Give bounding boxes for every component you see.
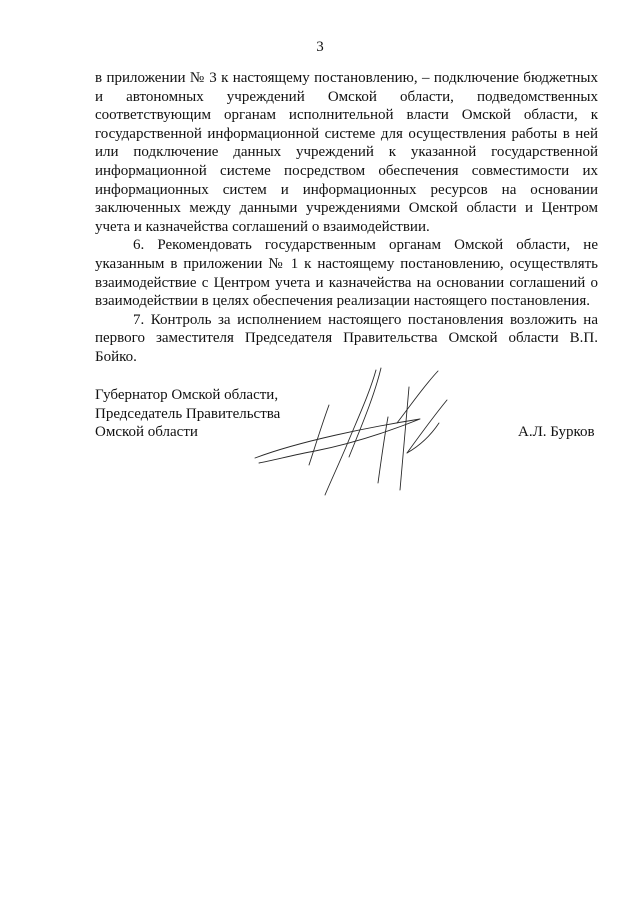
signature-stroke <box>309 405 329 465</box>
page-number: 3 <box>316 39 324 55</box>
document-body <box>95 69 598 367</box>
signer-title-line-2: Председатель Правительства <box>95 405 281 422</box>
signature-stroke <box>397 371 438 423</box>
handwritten-signature <box>245 365 485 510</box>
signature-stroke <box>255 419 420 463</box>
paragraph-item-7: 7. Контроль за исполнением настоящего постановления возложить на первого заместителя Председателя Правительства Омской области В.П. Бойко. <box>95 311 598 365</box>
paragraph-continuation: в приложении № 3 к настоящему постановлению, – подключение бюджетных и автономных учреждений Омской области, подведомственных соответствующим органам исполнительной власти Омской области, к государственной информационной системе для осуществления работы в ней или подключение данных учреждений к указанной государственной информационной системе посредством обеспечения совместимости их информационных систем и информационных ресурсов на основании заключенных между данными учреждениями Омской области и Центром учета и казначейства соглашений о взаимодействии. <box>95 70 598 235</box>
signature-stroke <box>407 400 447 453</box>
signer-title-line-1: Губернатор Омской области, <box>95 387 279 403</box>
paragraph-item-6: 6. Рекомендовать государственным органам Омской области, не указанным в приложении № 1 к настоящему постановлению, осуществлять взаимодействие с Центром учета и казначейства на основании соглашений о взаимодействии в целях обеспечения реализации настоящего постановления. <box>95 237 598 310</box>
signature-stroke <box>378 417 388 483</box>
signature-stroke <box>349 368 381 457</box>
signatory-name: А.Л. Бурков <box>518 424 595 440</box>
signature-stroke <box>407 423 439 453</box>
signature-stroke <box>325 370 376 495</box>
signature-stroke <box>400 387 409 490</box>
signer-title-line-3: Омской области <box>95 424 198 441</box>
